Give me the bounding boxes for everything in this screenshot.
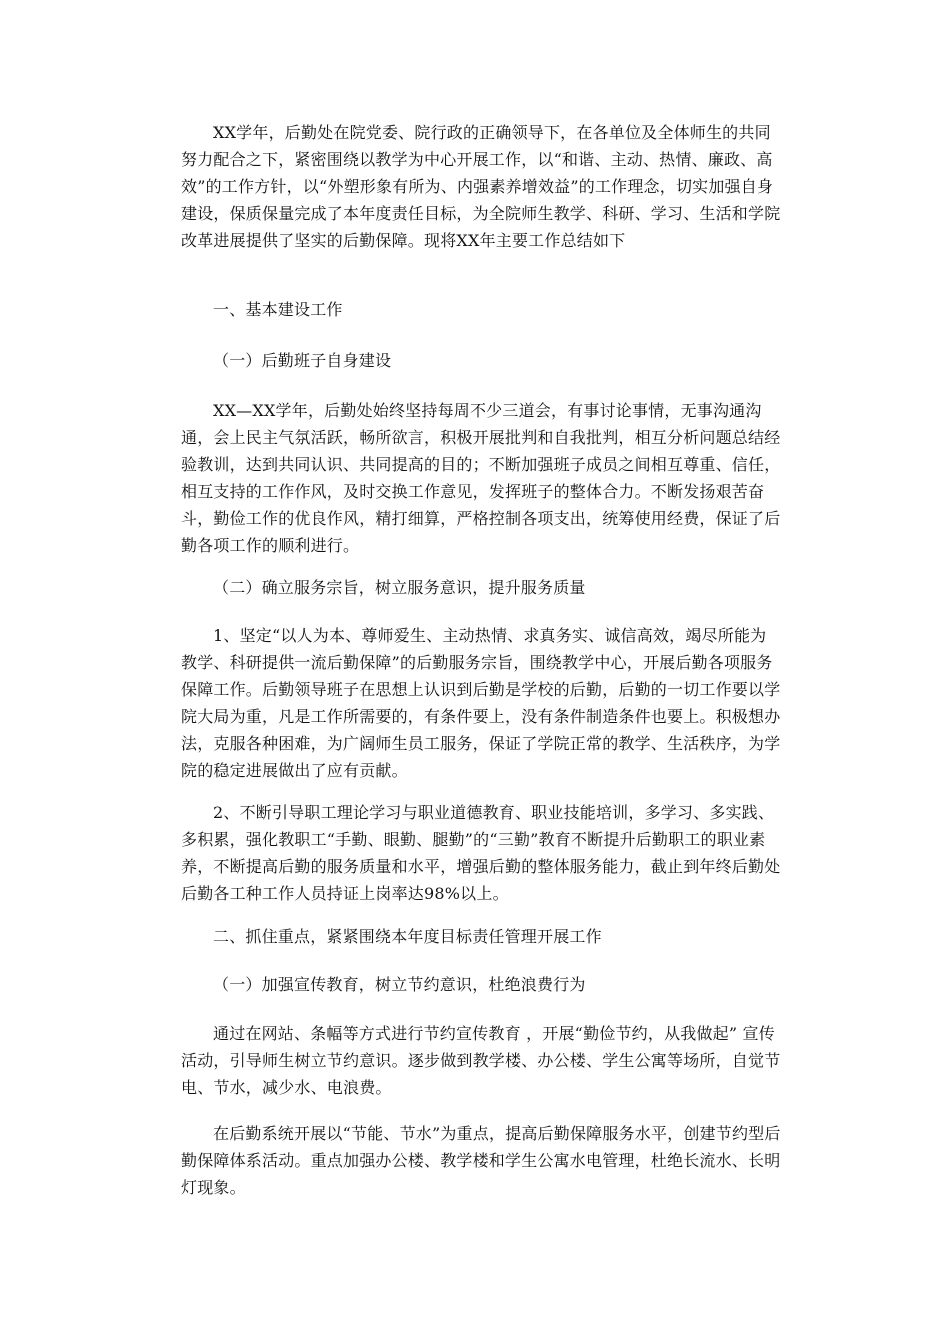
paragraph-publicity-1: 通过在网站、条幅等方式进行节约宣传教育 ，开展“勤俭节约，从我做起” 宣传活动，引导师生树立节约意识。逐步做到教学楼、办公楼、学生公寓等场所，自觉节电、节水，减少水、电浪费。 [181,1024,781,1097]
paragraph-team-building: XX—XX学年，后勤处始终坚持每周不少三道会，有事讨论事情，无事沟通沟通，会上民主气氛活跃，畅所欲言，积极开展批判和自我批判，相互分析问题总结经验教训，达到共同认识、共同提高的目的；不断加强班子成员之间相互尊重、信任，相互支持的工作作风，及时交换工作意见，发挥班子的整体合力。不断发扬艰苦奋斗，勤俭工作的优良作风，精打细算，严格控制各项支出，统筹使用经费，保证了后勤各项工作的顺利进行。 [181,401,781,555]
subsection-heading-service: （二）确立服务宗旨，树立服务意识，提升服务质量 [213,578,586,597]
subsection-heading-publicity: （一）加强宣传教育，树立节约意识，杜绝浪费行为 [213,975,586,994]
paragraph-service-2: 2、不断引导职工理论学习与职业道德教育、职业技能培训，多学习、多实践、多积累，强化教职工“手勤、眼勤、腿勤”的“三勤”教育不断提升后勤职工的职业素养，不断提高后勤的服务质量和水平，增强后勤的整体服务能力，截止到年终后勤处后勤各工种工作人员持证上岗率达98%以上。 [181,803,781,903]
paragraph-publicity-2: 在后勤系统开展以“节能、节水”为重点，提高后勤保障服务水平，创建节约型后勤保障体系活动。重点加强办公楼、教学楼和学生公寓水电管理，杜绝长流水、长明灯现象。 [181,1124,781,1197]
subsection-heading-team-building: （一）后勤班子自身建设 [213,351,392,370]
section-heading-key-points: 二、抓住重点，紧紧围绕本年度目标责任管理开展工作 [213,927,602,946]
section-heading-basic-construction: 一、基本建设工作 [213,300,343,319]
paragraph-intro: XX学年，后勤处在院党委、院行政的正确领导下，在各单位及全体师生的共同努力配合之下，紧密围绕以教学为中心开展工作，以“和谐、主动、热情、廉政、高效”的工作方针，以“外塑形象有所为、内强素养增效益”的工作理念，切实加强自身建设，保质保量完成了本年度责任目标，为全院师生教学、科研、学习、生活和学院改革进展提供了坚实的后勤保障。现将XX年主要工作总结如下 [181,123,781,250]
paragraph-service-1: 1、坚定“以人为本、尊师爱生、主动热情、求真务实、诚信高效，竭尽所能为教学、科研提供一流后勤保障”的后勤服务宗旨，围绕教学中心，开展后勤各项服务保障工作。后勤领导班子在思想上认识到后勤是学校的后勤，后勤的一切工作要以学院大局为重，凡是工作所需要的，有条件要上，没有条件制造条件也要上。积极想办法，克服各种困难，为广阔师生员工服务，保证了学院正常的教学、生活秩序，为学院的稳定进展做出了应有贡献。 [181,626,781,780]
